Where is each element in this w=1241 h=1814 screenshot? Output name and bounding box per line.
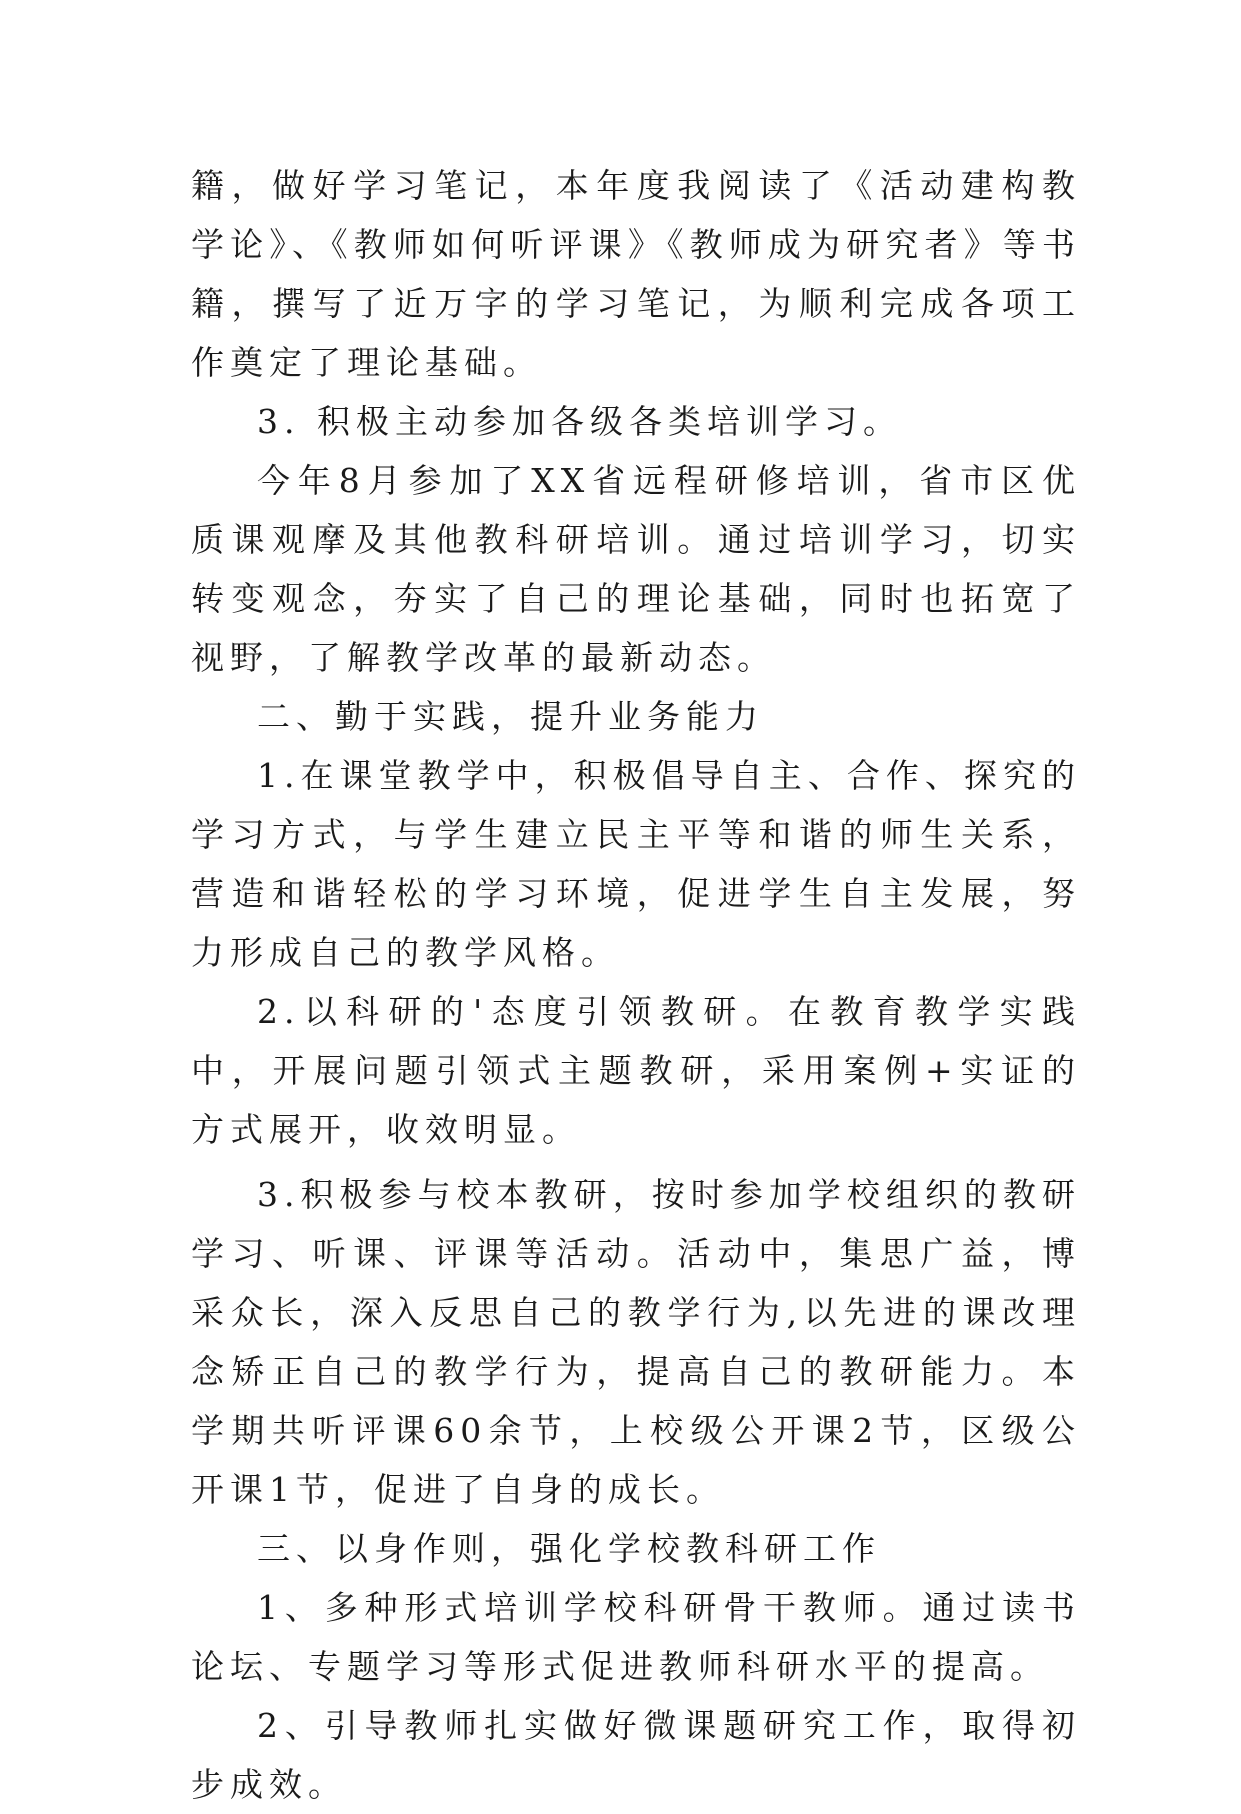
section-heading-practice: 二、勤于实践，提升业务能力: [257, 697, 764, 736]
document-body: [191, 156, 1081, 1814]
paragraph-research-attitude: 2.以科研的'态度引领教研。在教育教学实践中，开展问题引领式主题教研，采用案例+实证的方式展开，收效明显。: [191, 992, 1081, 1149]
section-heading-leadership: 三、以身作则，强化学校教科研工作: [257, 1529, 881, 1568]
paragraph-training-heading: 3. 积极主动参加各级各类培训学习。: [257, 402, 902, 441]
paragraph-school-research: 3.积极参与校本教研，按时参加学校组织的教研学习、听课、评课等活动。活动中，集思广益，博采众长，深入反思自己的教学行为,以先进的课改理念矫正自己的教学行为，提高自己的教研能力。本学期共听评课60余节，上校级公开课2节，区级公开课1节，促进了自身的成长。: [191, 1175, 1081, 1509]
paragraph-training-details: 今年8月参加了XX省远程研修培训，省市区优质课观摩及其他教科研培训。通过培训学习，切实转变观念，夯实了自己的理论基础，同时也拓宽了视野，了解教学改革的最新动态。: [191, 461, 1081, 677]
paragraph-micro-research: 2、引导教师扎实做好微课题研究工作，取得初步成效。: [191, 1706, 1081, 1804]
paragraph-backbone-training: 1、多种形式培训学校科研骨干教师。通过读书论坛、专题学习等形式促进教师科研水平的提高。: [191, 1588, 1081, 1686]
paragraph-classroom-teaching: 1.在课堂教学中，积极倡导自主、合作、探究的学习方式，与学生建立民主平等和谐的师生关系，营造和谐轻松的学习环境，促进学生自主发展，努力形成自己的教学风格。: [191, 756, 1081, 972]
paragraph-reading-notes: 籍，做好学习笔记，本年度我阅读了《活动建构教学论》、《教师如何听评课》《教师成为研究者》等书籍，撰写了近万字的学习笔记，为顺利完成各项工作奠定了理论基础。: [191, 166, 1081, 382]
